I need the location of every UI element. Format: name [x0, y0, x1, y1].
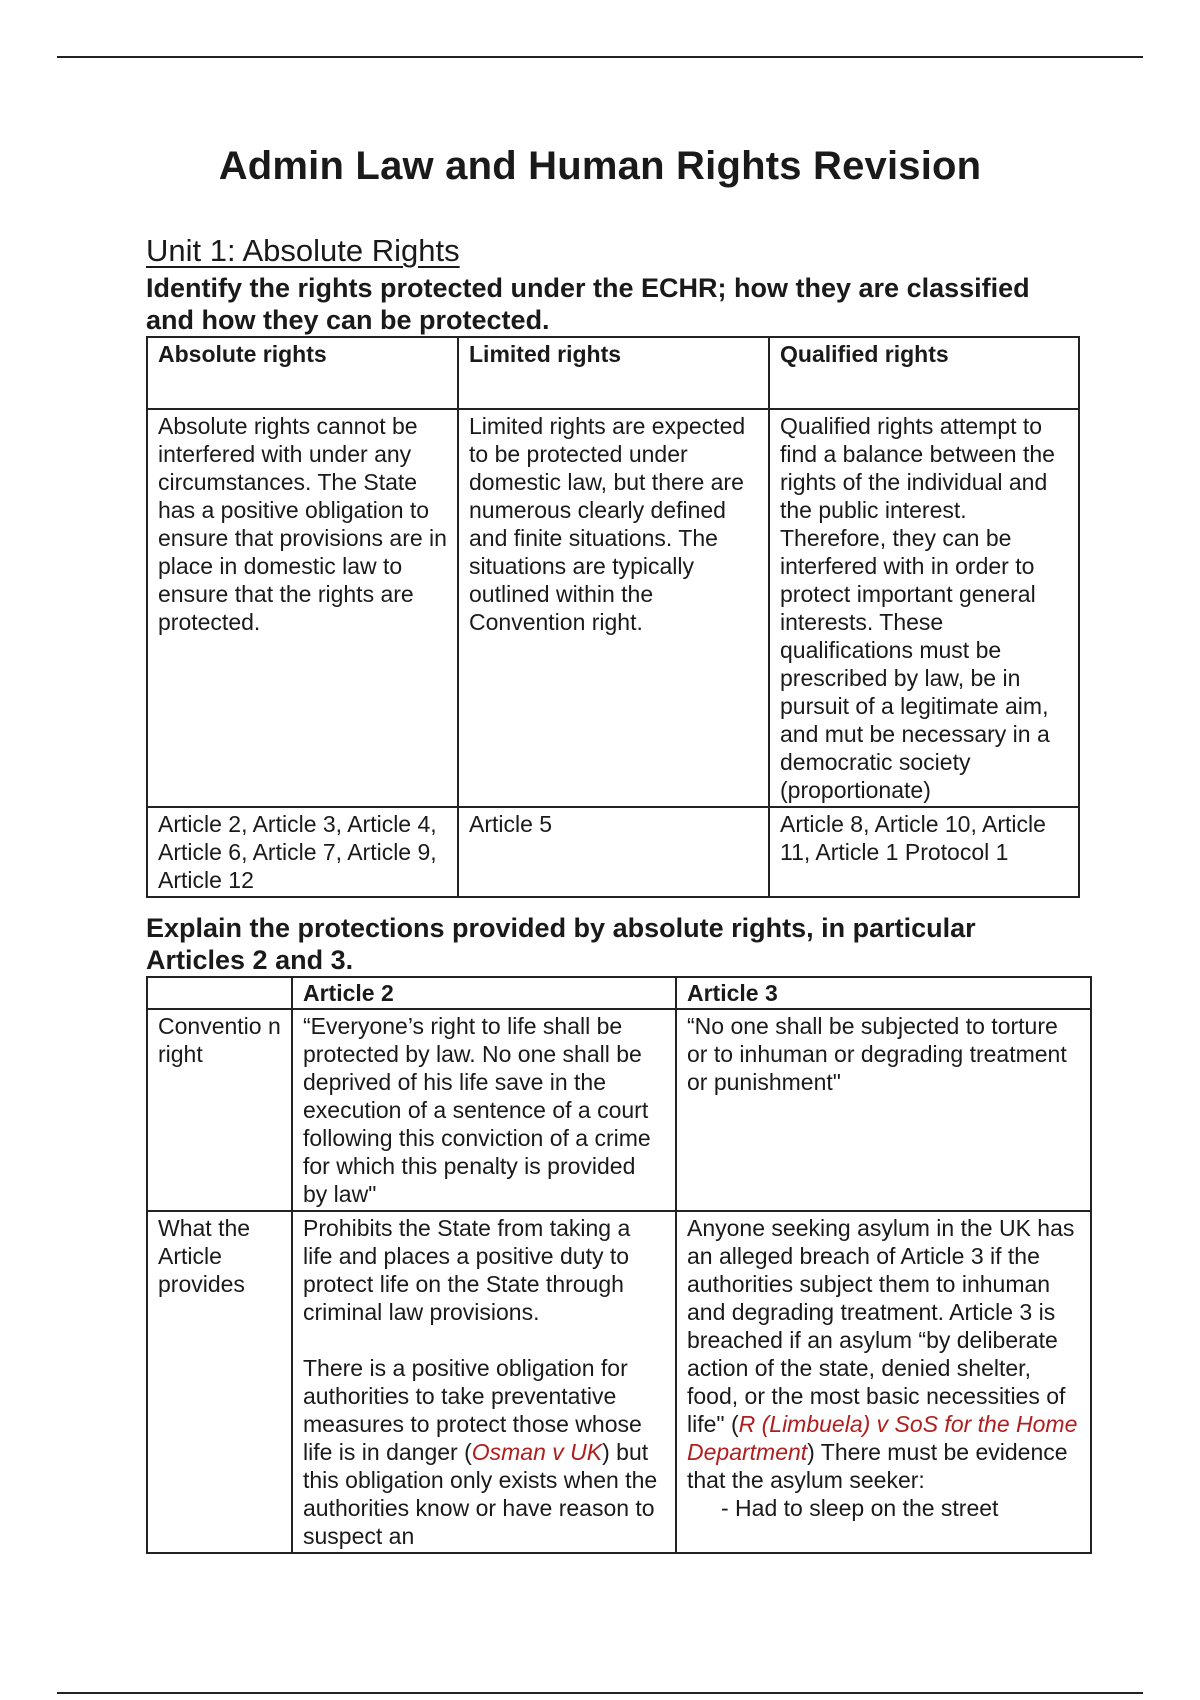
article-2-provisions-paragraph-2-start: There is a positive obligation for authorities to take preventative measures to protect those whose life is in danger (: [303, 1355, 642, 1465]
qualified-rights-description: Qualified rights attempt to find a balance between the rights of the individual and the public interest. Therefore, they can be interfered with in order to protect important general interests. These qualifications must be prescribed by law, be in pursuit of a legitimate aim, and mut be necessary in a democratic society (proportionate): [769, 409, 1079, 807]
qualified-rights-articles: Article 8, Article 10, Article 11, Article 1 Protocol 1: [769, 807, 1079, 897]
article-2-convention-text: “Everyone’s right to life shall be protected by law. No one shall be deprived of his life save in the execution of a sentence of a court following this conviction of a crime for which this penalty is provided by law": [292, 1009, 676, 1211]
document-title: Admin Law and Human Rights Revision: [218, 144, 982, 188]
article-2-provisions-paragraph-1: Prohibits the State from taking a life and places a positive duty to protect life on the State through criminal law provisions.: [303, 1215, 631, 1325]
question-2: Explain the protections provided by absolute rights, in particular Articles 2 and 3.: [146, 913, 976, 975]
absolute-rights-articles: Article 2, Article 3, Article 4, Article 6, Article 7, Article 9, Article 12: [147, 807, 458, 897]
row-label-convention-right: Conventio n right: [147, 1009, 292, 1211]
article-2-provisions: [292, 1211, 676, 1553]
header-article-3: Article 3: [676, 977, 1091, 1009]
row-label-what-article-provides: What the Article provides: [147, 1211, 292, 1553]
case-citation-limbuela: R (Limbuela) v SoS for the Home Department: [687, 1411, 1078, 1465]
article-3-convention-text: “No one shall be subjected to torture or to inhuman or degrading treatment or punishment": [676, 1009, 1091, 1211]
limited-rights-description: Limited rights are expected to be protected under domestic law, but there are numerous clearly defined and finite situations. The situations are typically outlined within the Convention right.: [458, 409, 769, 807]
bullet-item: - Had to sleep on the street: [721, 1495, 999, 1521]
case-citation-osman: Osman v UK: [471, 1439, 603, 1465]
articles-comparison-table: [146, 976, 1092, 1554]
absolute-rights-description: Absolute rights cannot be interfered with under any circumstances. The State has a positive obligation to ensure that provisions are in place in domestic law to ensure that the rights are protected.: [147, 409, 458, 807]
question-1: Identify the rights protected under the ECHR; how they are classified and how they can be protected.: [146, 273, 1030, 335]
table-header-row: [147, 977, 1091, 1009]
header-rule: [57, 56, 1143, 58]
header-article-2: Article 2: [292, 977, 676, 1009]
unit-heading: Unit 1: Absolute Rights: [146, 233, 460, 268]
table-row: [147, 409, 1079, 807]
header-limited-rights: Limited rights: [458, 337, 769, 409]
header-absolute-rights: Absolute rights: [147, 337, 458, 409]
rights-classification-table: [146, 336, 1080, 898]
article-3-provisions-end: ) There must be evidence that the asylum seeker:: [687, 1439, 1068, 1493]
table-row: [147, 1009, 1091, 1211]
paragraph-gap: [303, 1326, 665, 1354]
limited-rights-articles: Article 5: [458, 807, 769, 897]
table-row: [147, 1211, 1091, 1553]
footer-rule: [57, 1692, 1143, 1694]
header-blank: [147, 977, 292, 1009]
header-qualified-rights: Qualified rights: [769, 337, 1079, 409]
article-3-provisions-start: Anyone seeking asylum in the UK has an alleged breach of Article 3 if the authorities subject them to inhuman and degrading treatment. Article 3 is breached if an asylum “by deliberate action of the state, denied shelter, food, or the most basic necessities of life" (: [687, 1215, 1075, 1437]
table-row: [147, 807, 1079, 897]
table-header-row: [147, 337, 1079, 409]
article-2-provisions-paragraph-2-end: ) but this obligation only exists when the authorities know or have reason to suspect an: [303, 1439, 658, 1549]
article-3-provisions: [676, 1211, 1091, 1553]
